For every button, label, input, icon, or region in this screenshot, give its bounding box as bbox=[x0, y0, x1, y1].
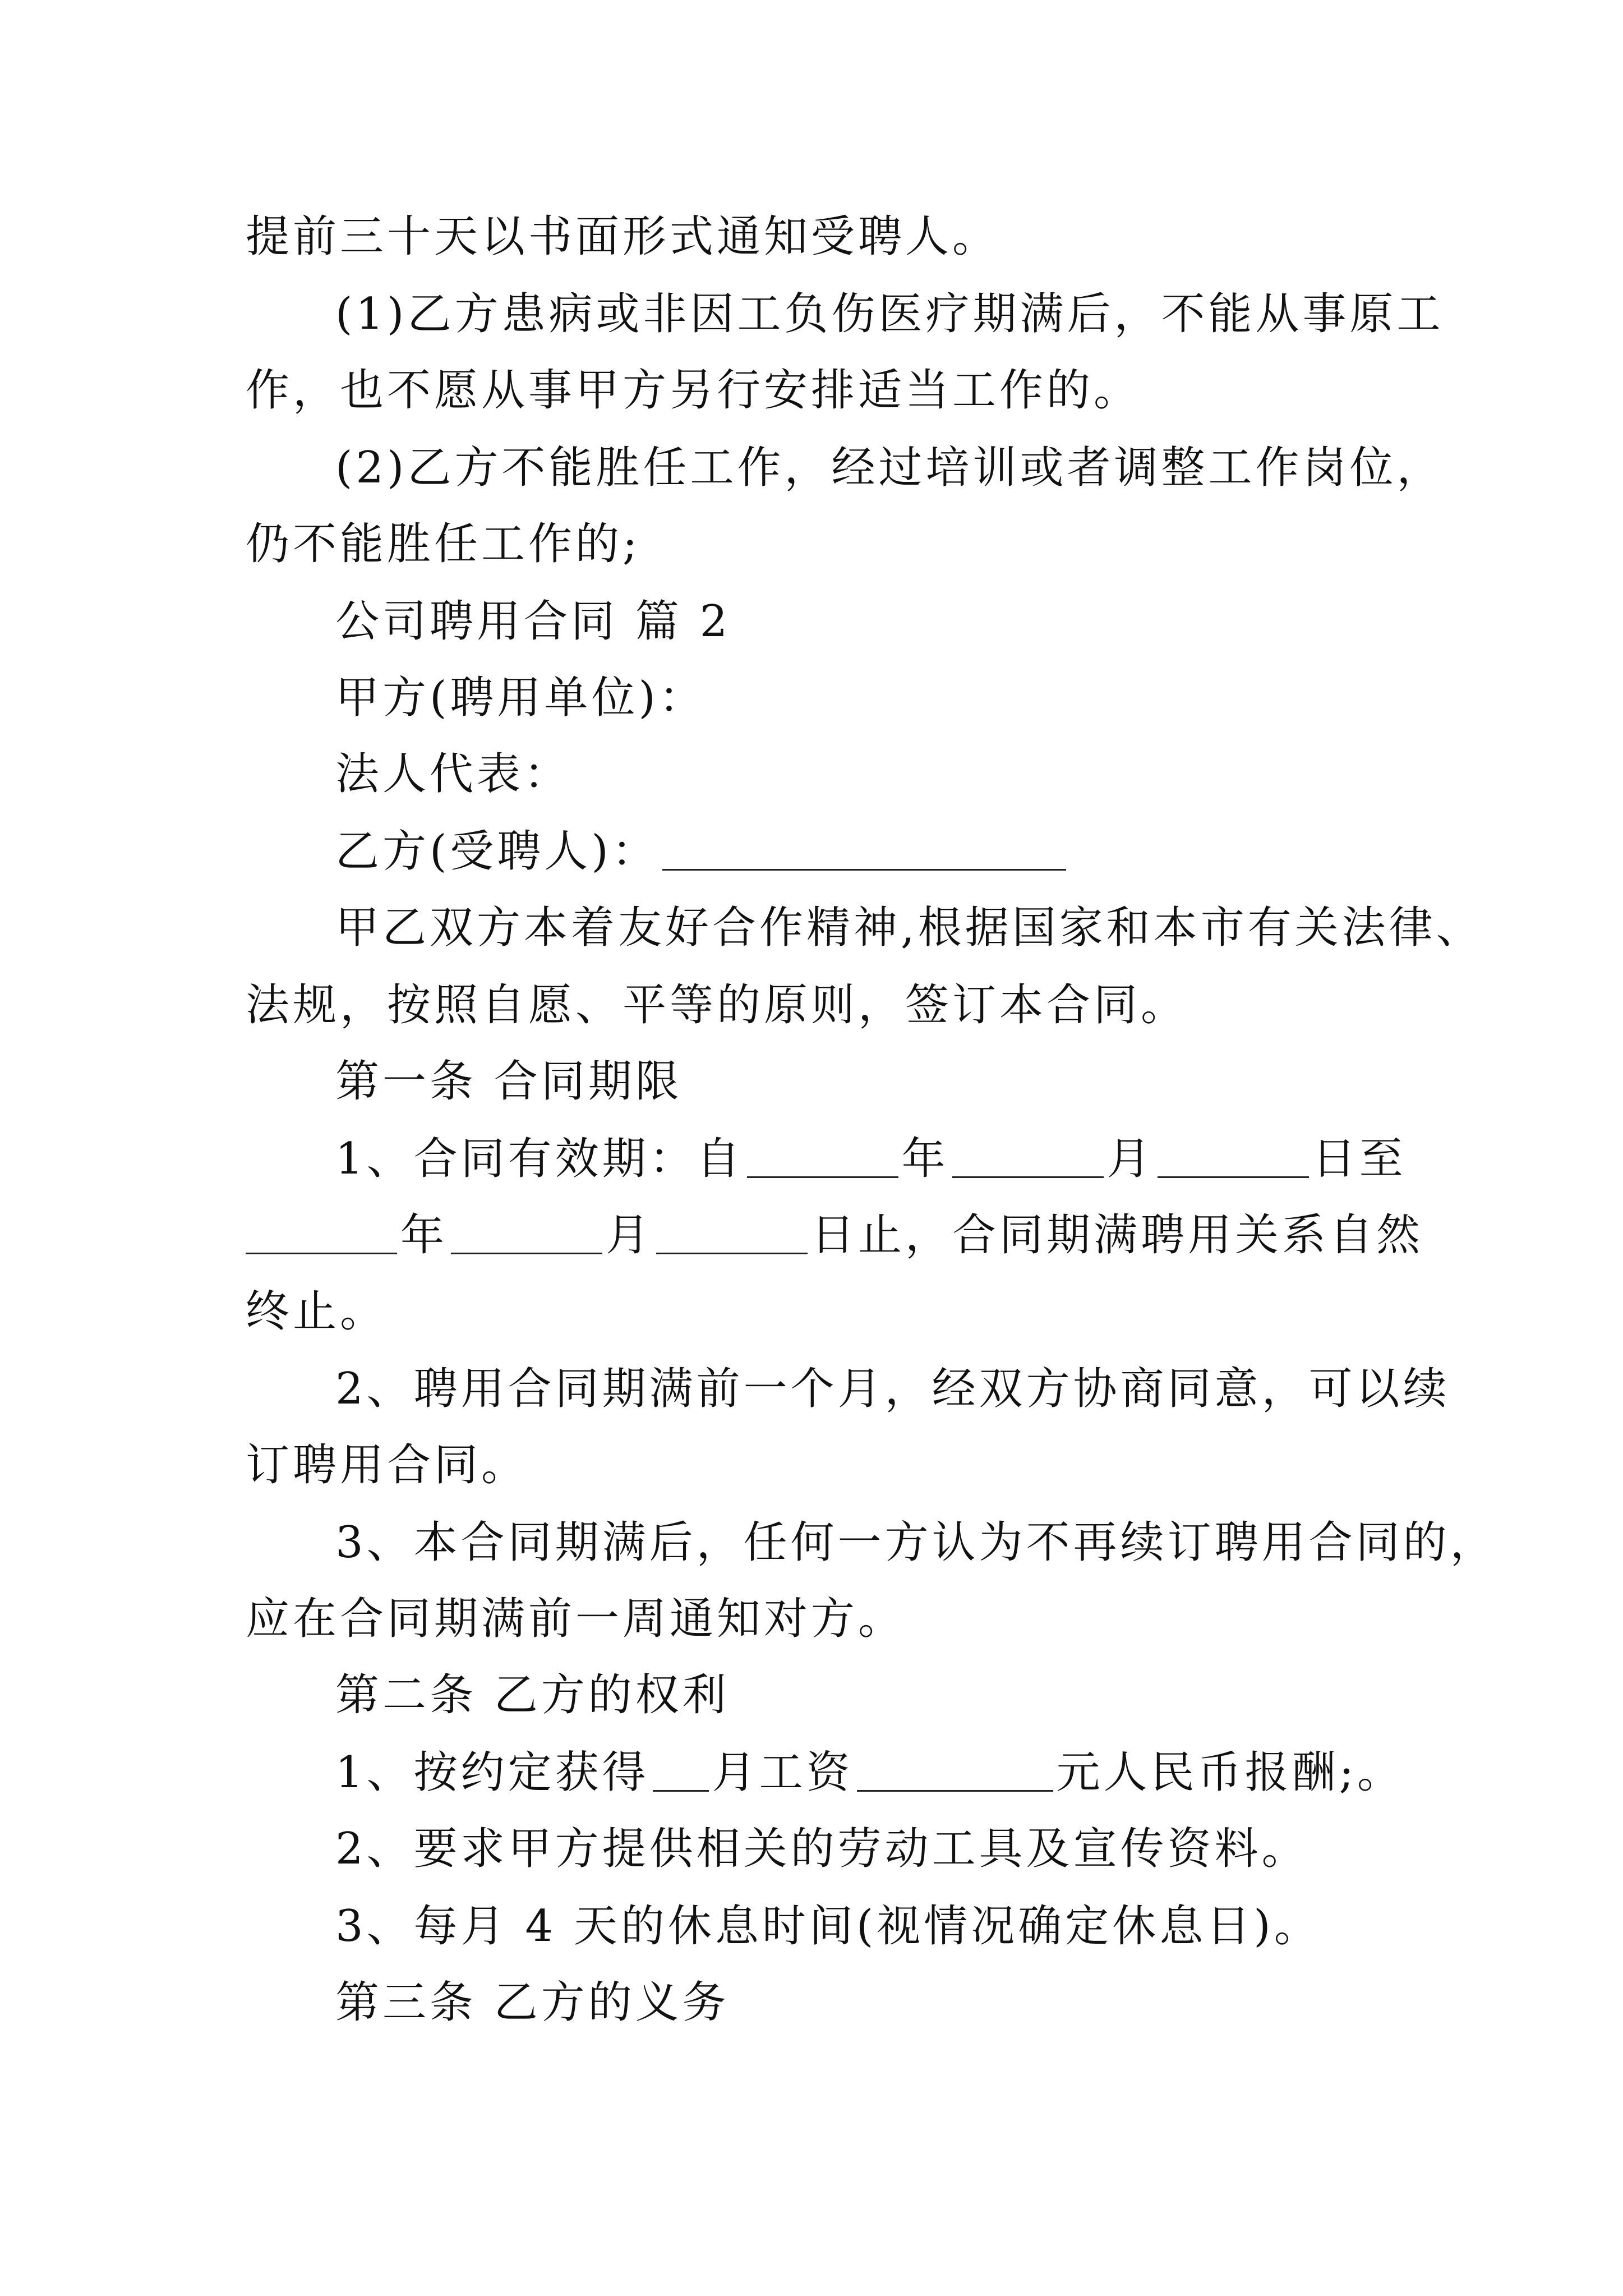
year-label: 年 bbox=[400, 1210, 448, 1260]
paragraph-line: (2)乙方不能胜任工作，经过培训或者调整工作岗位， bbox=[335, 443, 1444, 493]
section-title: 公司聘用合同 篇 2 bbox=[335, 596, 731, 647]
paragraph-line: 应在合同期满前一周通知对方。 bbox=[246, 1594, 906, 1644]
month-label: 月 bbox=[1106, 1134, 1154, 1184]
paragraph-line: 3、每月 4 天的休息时间(视情况确定休息日)。 bbox=[335, 1901, 1321, 1952]
day-blank bbox=[656, 1213, 808, 1254]
paragraph-line: 作，也不愿从事甲方另行安排适当工作的。 bbox=[246, 365, 1141, 416]
year-label: 年 bbox=[901, 1134, 949, 1184]
month-blank bbox=[451, 1213, 602, 1254]
term-prefix: 1、合同有效期：自 bbox=[335, 1134, 744, 1184]
paragraph-line: 终止。 bbox=[246, 1286, 388, 1337]
paragraph-line: 提前三十天以书面形式通知受聘人。 bbox=[246, 211, 1000, 262]
pay-suffix: 元人民币报酬;。 bbox=[1056, 1747, 1404, 1798]
term-suffix: 日至 bbox=[1312, 1134, 1407, 1184]
month-label: 月 bbox=[606, 1210, 653, 1260]
paragraph-line: 法规，按照自愿、平等的原则，签订本合同。 bbox=[246, 980, 1188, 1030]
pay-middle: 月工资 bbox=[712, 1747, 854, 1798]
party-b-label: 乙方(受聘人)： bbox=[335, 826, 659, 877]
month-blank bbox=[952, 1137, 1104, 1178]
paragraph-line: 3、本合同期满后，任何一方认为不再续订聘用合同的， bbox=[335, 1517, 1497, 1568]
party-b-line bbox=[335, 823, 1401, 880]
legal-representative-label: 法人代表： bbox=[335, 749, 571, 799]
year-blank bbox=[747, 1137, 898, 1178]
article-heading: 第二条 乙方的权利 bbox=[335, 1670, 730, 1720]
paragraph-line: (1)乙方患病或非因工负伤医疗期满后，不能从事原工 bbox=[335, 289, 1444, 339]
term-suffix: 日止，合同期满聘用关系自然 bbox=[811, 1210, 1424, 1260]
term-line-1 bbox=[335, 1131, 1407, 1187]
pay-prefix: 1、按约定获得 bbox=[335, 1747, 649, 1798]
paragraph-line: 仍不能胜任工作的; bbox=[246, 519, 641, 569]
party-a-label: 甲方(聘用单位)： bbox=[335, 673, 706, 723]
party-b-blank bbox=[662, 830, 1066, 871]
year-blank bbox=[246, 1213, 397, 1254]
salary-blank bbox=[857, 1751, 1053, 1792]
paragraph-line: 订聘用合同。 bbox=[246, 1440, 529, 1490]
term-line-2 bbox=[246, 1207, 1424, 1263]
paragraph-line: 甲乙双方本着友好合作精神,根据国家和本市有关法律、 bbox=[335, 903, 1483, 953]
paragraph-line: 2、要求甲方提供相关的劳动工具及宣传资料。 bbox=[335, 1824, 1309, 1874]
pay-line bbox=[335, 1745, 1404, 1801]
paragraph-line: 2、聘用合同期满前一个月，经双方协商同意，可以续 bbox=[335, 1364, 1450, 1414]
pay-month-blank bbox=[653, 1751, 709, 1792]
article-heading: 第一条 合同期限 bbox=[335, 1056, 683, 1107]
day-blank bbox=[1158, 1137, 1309, 1178]
article-heading: 第三条 乙方的义务 bbox=[335, 1977, 730, 2028]
